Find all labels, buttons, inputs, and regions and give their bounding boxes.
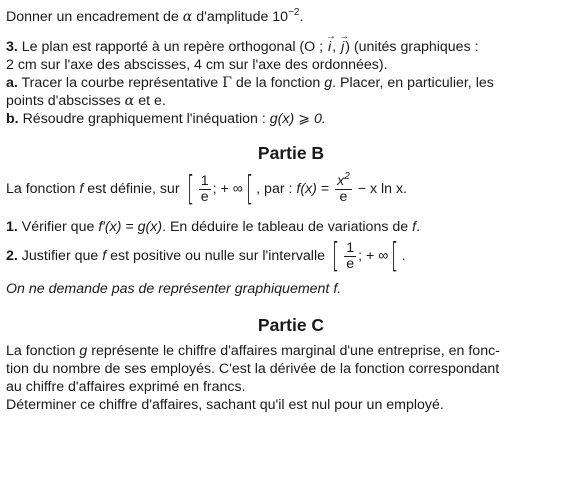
inequation: g(x) ⩾ 0. — [269, 111, 326, 127]
question-3a-text: Tracer la courbe représentative — [21, 75, 219, 91]
question-2-end: . — [401, 248, 406, 264]
left-bracket: [ — [186, 169, 194, 209]
function-g: g — [324, 75, 333, 91]
intro-exponent: −2 — [288, 7, 300, 18]
fraction-numerator: 1 — [200, 172, 209, 189]
fraction-x2-over-e — [335, 170, 352, 205]
definition-text-2: est définie, sur — [87, 181, 180, 197]
fraction-x2-denominator: e — [339, 188, 348, 205]
x-exponent: 2 — [344, 170, 350, 182]
note-function-f: f — [333, 281, 338, 297]
fraction-numerator-2: 1 — [346, 239, 355, 256]
question-1-text-2: . En déduire le tableau de variations de — [162, 219, 409, 235]
intro-end: . — [299, 9, 304, 25]
function-f-3: f — [102, 248, 107, 264]
definition-text: La fonction — [6, 181, 76, 197]
interval-rest: ; + ∞ — [212, 181, 243, 197]
equals-sign: = — [320, 181, 330, 197]
question-3-text-2: ) (unités graphiques : — [345, 39, 479, 55]
note-end: . — [337, 281, 342, 297]
question-3b-label: b. — [6, 111, 19, 127]
part-c-text: La fonction — [6, 343, 76, 359]
fraction-one-over-e-2 — [344, 241, 356, 272]
left-bracket-2: [ — [331, 236, 340, 276]
alpha-symbol: α — [182, 9, 193, 25]
question-3a-text-3: . Placer, en particulier, les — [332, 75, 494, 91]
gamma-symbol: Γ — [222, 75, 232, 91]
intro-text-2: d'amplitude 10 — [196, 9, 289, 25]
derivative-identity: f′(x) = g(x) — [98, 219, 163, 235]
question-3a-line-1 — [6, 74, 576, 92]
question-2-number: 2. — [6, 248, 18, 264]
note-text: On ne demande pas de représenter graphiquement — [6, 281, 330, 297]
question-3-number: 3. — [6, 39, 18, 55]
function-f: f — [79, 181, 84, 197]
question-2-text-2: est positive ou nulle sur l'intervalle — [110, 248, 325, 264]
part-c-text-2: représente le chiffre d'affaires marginal d'une entreprise, en fonc- — [91, 343, 500, 359]
part-c-line-1 — [6, 342, 576, 360]
fraction-one-over-e — [199, 174, 211, 205]
right-bracket: [ — [245, 169, 254, 209]
part-b-note — [6, 280, 576, 298]
question-3a-line-2 — [6, 92, 576, 110]
part-b-question-2 — [6, 236, 576, 276]
part-c-title: Partie C — [257, 315, 325, 335]
fraction-denominator-2: e — [346, 255, 355, 272]
question-3a-label: a. — [6, 75, 18, 91]
par-text: , par : — [256, 181, 293, 197]
f-of-x: f(x) — [296, 181, 317, 197]
part-b-title: Partie B — [257, 143, 325, 163]
right-bracket-2: [ — [391, 236, 399, 276]
intro-line — [6, 8, 576, 26]
alpha-symbol-2: α — [124, 93, 135, 109]
x-variable: x — [337, 172, 345, 189]
part-b-definition — [6, 168, 576, 210]
intro-text: Donner un encadrement de — [6, 9, 179, 25]
fraction-denominator: e — [200, 188, 209, 205]
question-1-text: Vérifier que — [21, 219, 95, 235]
exercise-page — [6, 8, 576, 414]
fraction-x2-numerator — [335, 170, 352, 190]
part-c-line-2: tion du nombre de ses employés. C'est la dérivée de la fonction correspondant — [6, 361, 500, 377]
question-2-text: Justifier que — [21, 248, 99, 264]
question-1-number: 1. — [6, 219, 18, 235]
part-c-line-4: Déterminer ce chiffre d'affaires, sachant qu'il est nul pour un employé. — [6, 397, 444, 413]
question-3a-line-2-text: points d'abscisses — [6, 93, 121, 109]
interval-rest-2: ; + ∞ — [358, 248, 389, 264]
question-3a-line-2-end: et e. — [138, 93, 166, 109]
question-3-text: Le plan est rapporté à un repère orthogonal (O ; — [21, 39, 324, 55]
question-3a-text-2: de la fonction — [235, 75, 321, 91]
question-3b-text: Résoudre graphiquement l'inéquation : — [22, 111, 266, 127]
function-g-2: g — [79, 343, 88, 359]
vector-j: → j — [340, 38, 345, 56]
vector-separator: , — [332, 39, 337, 55]
question-3b-line — [6, 110, 576, 128]
question-3-line-2: 2 cm sur l'axe des abscisses, 4 cm sur l'axe des ordonnées). — [6, 57, 388, 73]
part-b-question-1 — [6, 218, 576, 236]
function-f-2: f — [412, 219, 417, 235]
question-3-line-1 — [6, 38, 576, 56]
vector-i: → i — [327, 38, 332, 56]
part-c-line-3: au chiffre d'affaires exprimé en francs. — [6, 379, 246, 395]
question-1-end: . — [416, 219, 421, 235]
minus-x-ln-x: − x ln x. — [357, 181, 408, 197]
